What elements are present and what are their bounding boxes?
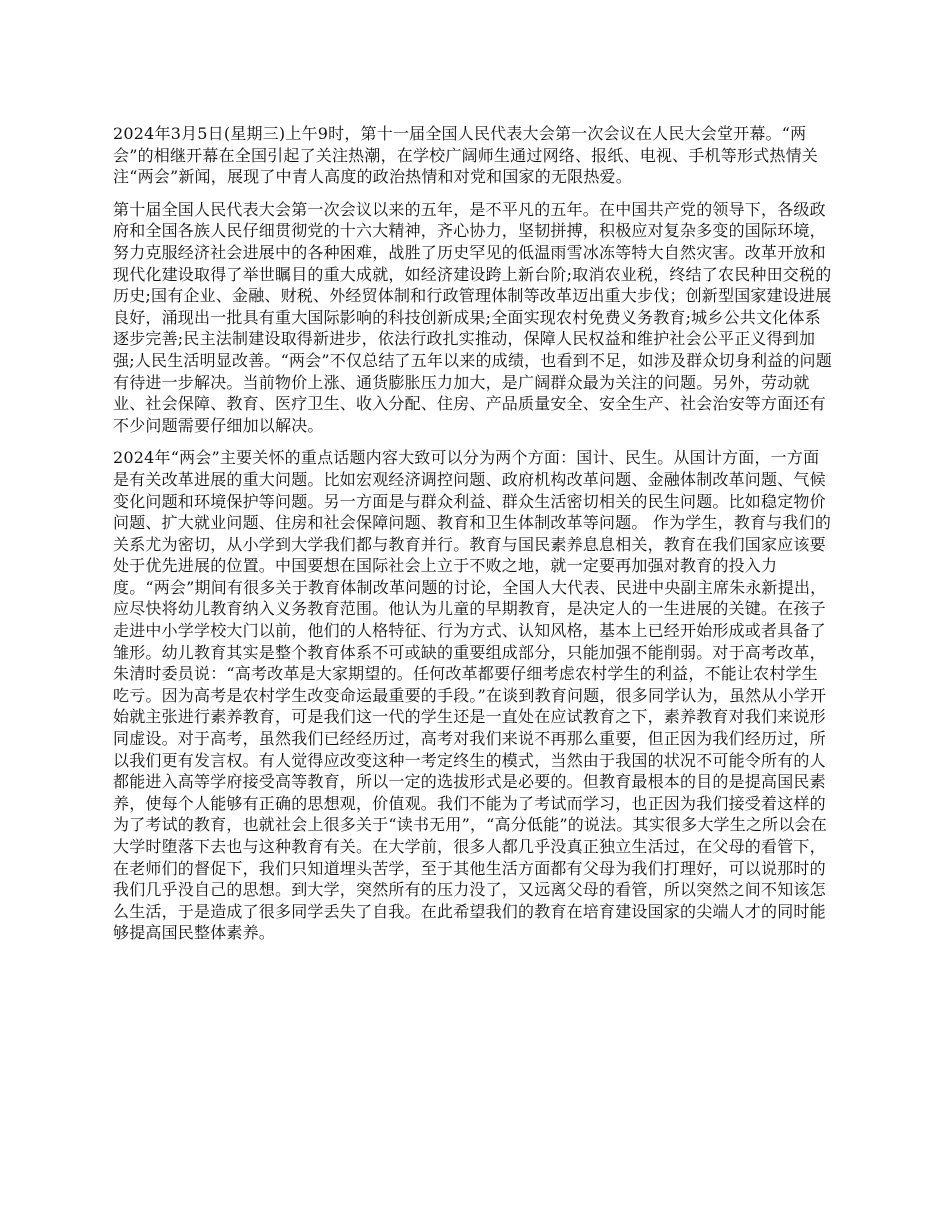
paragraph-education-topics: 2024年“两会”主要关怀的重点话题内容大致可以分为两个方面：国计、民生。从国计方面，一方面是有关改革进展的重大问题。比如宏观经济调控问题、政府机构改革问题、金融体制改革问题、气候变化问题和环境保护等问题。另一方面是与群众利益、群众生活密切相关的民生问题。比如稳定物价问题、扩大就业问题、住房和社会保障问题、教育和卫生体制改革等问题。 作为学生，教育与我们的关系尤为密切，从小学到大学我们都与教育并行。教育与国民素养息息相关，教育在我们国家应该要处于优先进展的位置。中国要想在国际社会上立于不败之地，就一定要再加强对教育的投入力度。“两会”期间有很多关于教育体制改革问题的讨论，全国人大代表、民进中央副主席朱永新提出，应尽快将幼儿教育纳入义务教育范围。他认为儿童的早期教育，是决定人的一生进展的关键。在孩子走进中小学学校大门以前，他们的人格特征、行为方式、认知风格，基本上已经开始形成或者具备了雏形。幼儿教育其实是整个教育体系不可或缺的重要组成部分，只能加强不能削弱。对于高考改革，朱清时委员说：“高考改革是大家期望的。任何改革都要仔细考虑农村学生的利益，不能让农村学生吃亏。因为高考是农村学生改变命运最重要的手段。”在谈到教育问题，很多同学认为，虽然从小学开始就主张进行素养教育，可是我们这一代的学生还是一直处在应试教育之下，素养教育对我们来说形同虚设。对于高考，虽然我们已经经历过，高考对我们来说不再那么重要，但正因为我们经历过，所以我们更有发言权。有人觉得应改变这种一考定终生的模式，当然由于我国的状况不可能令所有的人都能进入高等学府接受高等教育，所以一定的选拔形式是必要的。但教育最根本的目的是提高国民素养，使每个人能够有正确的思想观，价值观。我们不能为了考试而学习，也正因为我们接受着这样的为了考试的教育，也就社会上很多关于“读书无用”，“高分低能”的说法。其实很多大学生之所以会在大学时堕落下去也与这种教育有关。在大学前，很多人都几乎没真正独立生活过，在父母的看管下，在老师们的督促下，我们只知道埋头苦学，至于其他生活方面都有父母为我们打理好，可以说那时的我们几乎没自己的思想。到大学，突然所有的压力没了，又远离父母的看管，所以突然之间不知该怎么生活，于是造成了很多同学丢失了自我。在此希望我们的教育在培育建设国家的尖端人才的同时能够提高国民整体素养。 (113, 448, 832, 943)
document-page (113, 123, 833, 955)
paragraph-five-year-review: 第十届全国人民代表大会第一次会议以来的五年，是不平凡的五年。在中国共产党的领导下，各级政府和全国各族人民仔细贯彻党的十六大精神，齐心协力，坚韧拼搏，积极应对复杂多变的国际环境，努力克服经济社会进展中的各种困难，战胜了历史罕见的低温雨雪冰冻等特大自然灾害。改革开放和现代化建设取得了举世瞩目的重大成就，如经济建设跨上新台阶;取消农业税，终结了农民种田交税的历史;国有企业、金融、财税、外经贸体制和行政管理体制等改革迈出重大步伐；创新型国家建设进展良好，涌现出一批具有重大国际影响的科技创新成果;全面实现农村免费义务教育;城乡公共文化体系逐步完善;民主法制建设取得新进步，依法行政扎实推动，保障人民权益和维护社会公平正义得到加强;人民生活明显改善。“两会”不仅总结了五年以来的成绩，也看到不足，如涉及群众切身利益的问题有待进一步解决。当前物价上涨、通货膨胀压力加大，是广阔群众最为关注的问题。另外，劳动就业、社会保障、教育、医疗卫生、收入分配、住房、产品质量安全、安全生产、社会治安等方面还有不少问题需要仔细加以解决。 (113, 199, 832, 435)
paragraph-lianghui-opening: 2024年3月5日(星期三)上午9时，第十一届全国人民代表大会第一次会议在人民大会堂开幕。“两会”的相继开幕在全国引起了关注热潮，在学校广阔师生通过网络、报纸、电视、手机等形式热情关注“两会”新闻，展现了中青人高度的政治热情和对党和国家的无限热爱。 (113, 124, 818, 187)
